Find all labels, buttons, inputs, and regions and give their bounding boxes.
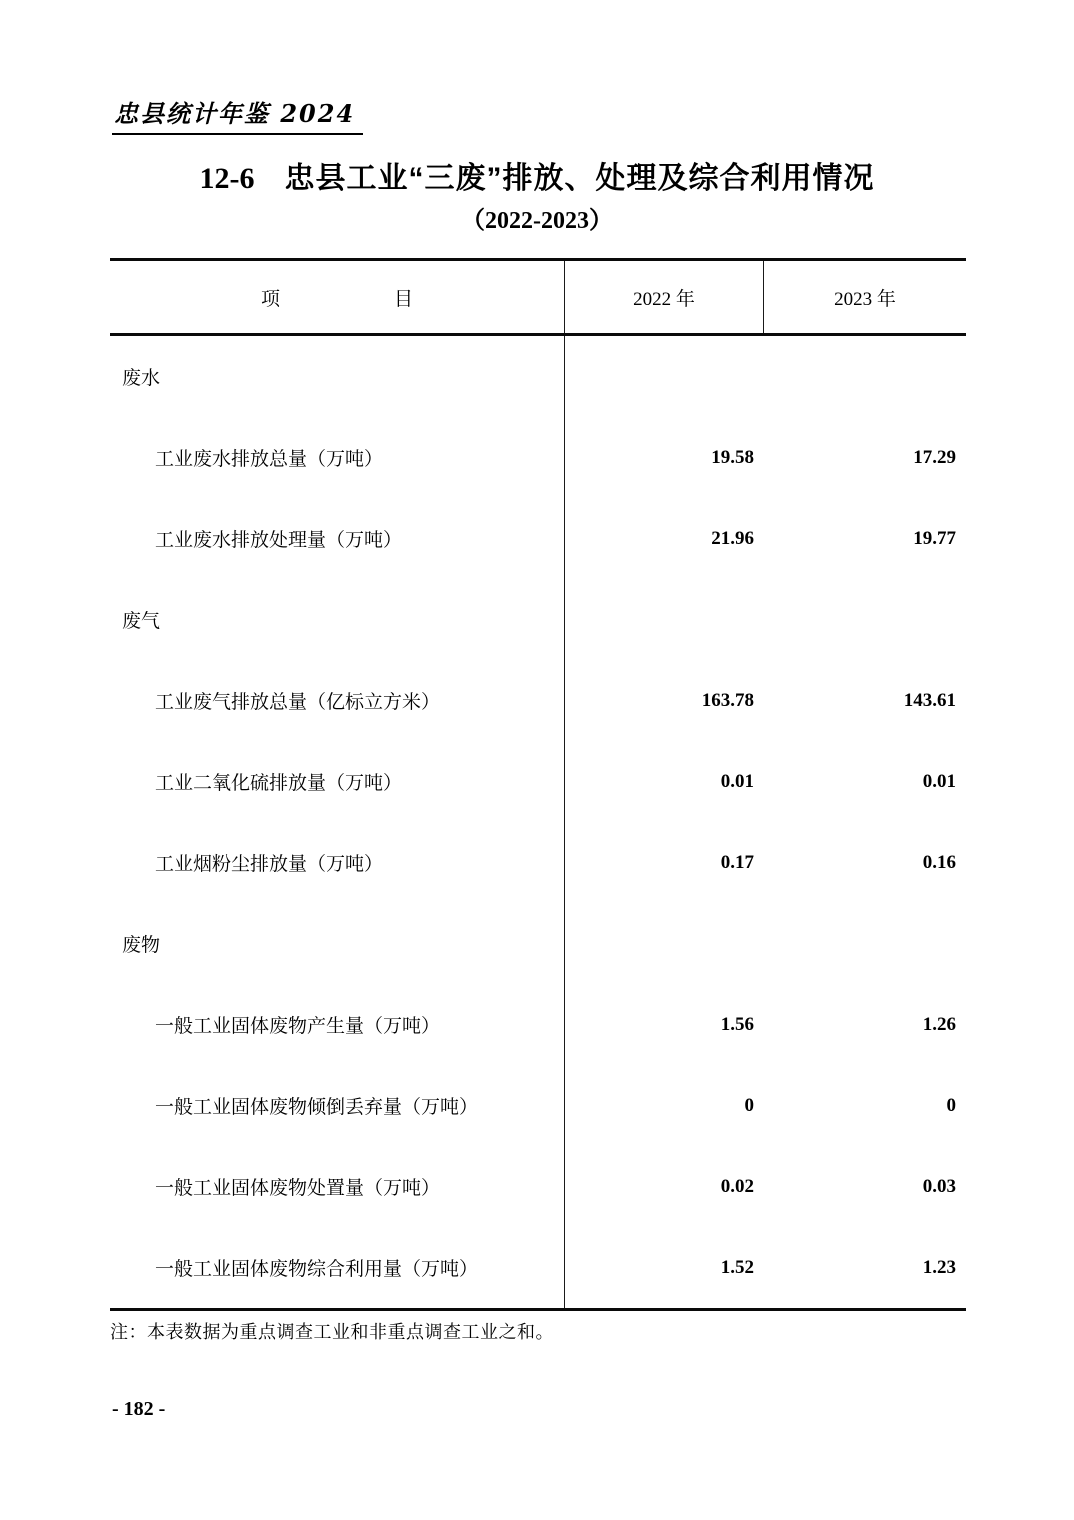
row-label: 废气 [110, 579, 565, 660]
row-value-2023: 19.77 [913, 527, 956, 549]
row-value-2023: 143.61 [903, 689, 956, 711]
row-label: 工业废水排放处理量（万吨） [110, 498, 565, 579]
book-title: 忠县统计年鉴 2024 [112, 94, 363, 135]
page-number: - 182 - [112, 1398, 166, 1420]
data-table [110, 258, 966, 1311]
row-label: 废物 [110, 903, 565, 984]
row-value-2022: 0.17 [720, 851, 754, 873]
table-row [110, 1146, 966, 1227]
page-subtitle: （2022-2023） [461, 208, 613, 234]
row-value-2023 [764, 579, 966, 660]
table-row [110, 1065, 966, 1146]
table-row [110, 1227, 966, 1308]
row-value-2022: 163.78 [701, 689, 754, 711]
row-value-2023: 0.03 [922, 1175, 956, 1197]
row-value-2022: 19.58 [711, 446, 754, 468]
row-value-2023 [764, 336, 966, 417]
table-row [110, 417, 966, 498]
row-label: 工业废水排放总量（万吨） [110, 417, 565, 498]
row-label: 废水 [110, 336, 565, 417]
table-row [110, 822, 966, 903]
row-label: 一般工业固体废物处置量（万吨） [110, 1146, 565, 1227]
row-value-2022: 0 [744, 1094, 754, 1116]
row-value-2022 [565, 336, 764, 417]
row-label: 工业二氧化硫排放量（万吨） [110, 741, 565, 822]
table-header-row [110, 261, 966, 336]
row-value-2023: 0 [946, 1094, 956, 1116]
table-row [110, 903, 966, 984]
row-value-2023: 17.29 [913, 446, 956, 468]
row-value-2022: 0.01 [720, 770, 754, 792]
column-header-item: 项 目 [110, 261, 565, 333]
row-value-2022 [565, 579, 764, 660]
row-value-2023 [764, 903, 966, 984]
table-title-text: 忠县工业“三废”排放、处理及综合利用情况 [284, 162, 875, 195]
row-label: 工业废气排放总量（亿标立方米） [110, 660, 565, 741]
column-header-2023: 2023 年 [834, 288, 896, 310]
row-value-2022 [565, 903, 764, 984]
row-value-2023: 0.01 [922, 770, 956, 792]
row-value-2023: 1.23 [922, 1256, 956, 1278]
column-header-2022: 2022 年 [565, 261, 764, 333]
row-value-2022: 0.02 [720, 1175, 754, 1197]
row-label: 一般工业固体废物产生量（万吨） [110, 984, 565, 1065]
table-note: 注：本表数据为重点调查工业和非重点调查工业之和。 [110, 1322, 554, 1342]
table-row [110, 741, 966, 822]
row-value-2023: 1.26 [922, 1013, 956, 1035]
row-label: 工业烟粉尘排放量（万吨） [110, 822, 565, 903]
table-row [110, 498, 966, 579]
table-row [110, 984, 966, 1065]
page-title [0, 153, 1074, 197]
table-row [110, 336, 966, 417]
row-label: 一般工业固体废物倾倒丢弃量（万吨） [110, 1065, 565, 1146]
row-value-2022: 1.56 [720, 1013, 754, 1035]
row-value-2022: 21.96 [711, 527, 754, 549]
row-value-2023: 0.16 [922, 851, 956, 873]
row-value-2022: 1.52 [720, 1256, 754, 1278]
table-row [110, 660, 966, 741]
table-number: 12-6 [199, 162, 255, 195]
table-row [110, 579, 966, 660]
row-label: 一般工业固体废物综合利用量（万吨） [110, 1227, 565, 1308]
